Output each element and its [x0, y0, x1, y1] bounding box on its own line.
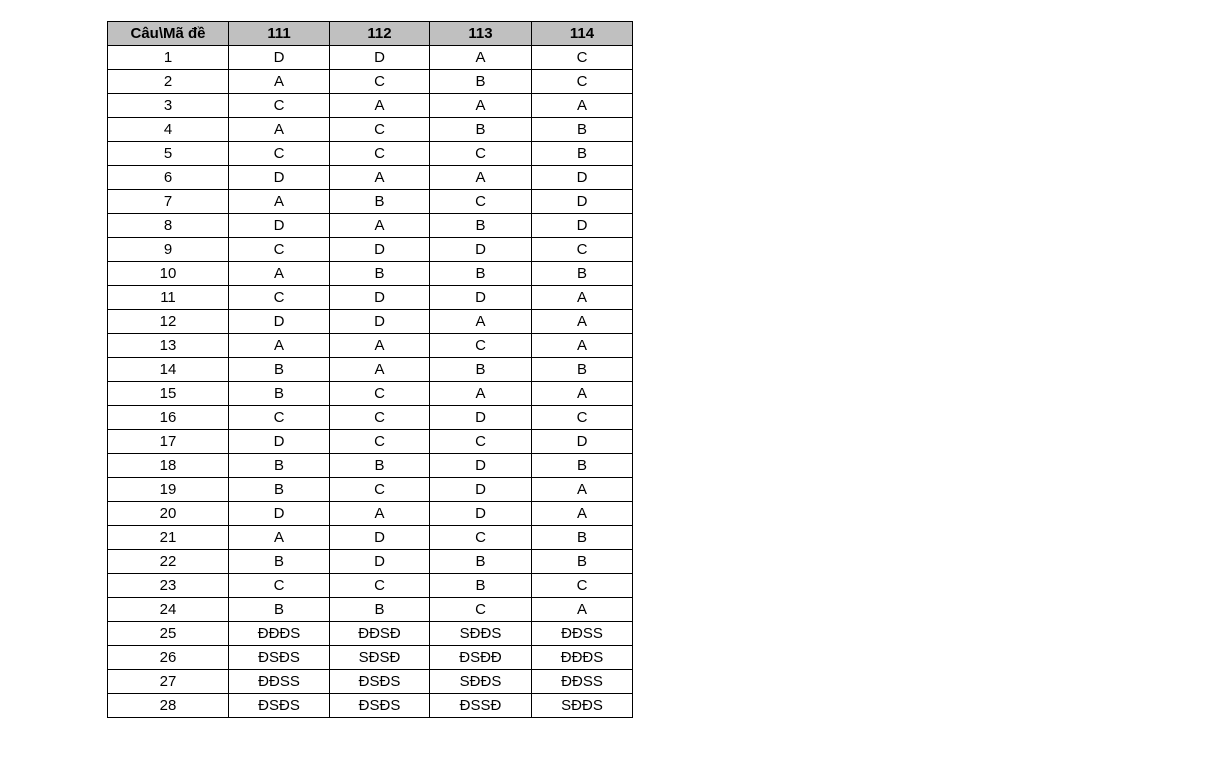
answer-cell-114: B — [532, 262, 633, 286]
answer-cell-112: A — [330, 334, 430, 358]
answer-cell-112: D — [330, 286, 430, 310]
answer-cell-114: D — [532, 430, 633, 454]
answer-cell-114: A — [532, 334, 633, 358]
table-row — [108, 46, 633, 70]
answer-cell-112: ĐSĐS — [330, 694, 430, 718]
answer-cell-113: D — [430, 454, 532, 478]
answer-cell-113: D — [430, 406, 532, 430]
answer-cell-113: D — [430, 502, 532, 526]
table-row — [108, 574, 633, 598]
answer-cell-111: ĐĐĐS — [229, 622, 330, 646]
answer-cell-113: B — [430, 214, 532, 238]
table-row — [108, 526, 633, 550]
answer-cell-113: B — [430, 550, 532, 574]
table-row — [108, 670, 633, 694]
answer-cell-111: D — [229, 46, 330, 70]
question-number-cell: 15 — [108, 382, 229, 406]
answer-cell-111: D — [229, 166, 330, 190]
answer-cell-113: B — [430, 118, 532, 142]
answer-cell-113: B — [430, 262, 532, 286]
question-number-cell: 25 — [108, 622, 229, 646]
answer-cell-114: A — [532, 310, 633, 334]
answer-cell-112: C — [330, 70, 430, 94]
answer-cell-112: D — [330, 46, 430, 70]
answer-cell-114: B — [532, 550, 633, 574]
answer-cell-113: SĐĐS — [430, 670, 532, 694]
answer-cell-114: SĐĐS — [532, 694, 633, 718]
answer-key-table — [107, 21, 633, 718]
answer-cell-114: D — [532, 166, 633, 190]
table-row — [108, 478, 633, 502]
answer-cell-113: C — [430, 526, 532, 550]
answer-cell-111: C — [229, 286, 330, 310]
answer-cell-113: A — [430, 46, 532, 70]
answer-cell-114: C — [532, 238, 633, 262]
answer-cell-111: C — [229, 574, 330, 598]
answer-cell-113: A — [430, 382, 532, 406]
answer-cell-112: B — [330, 454, 430, 478]
answer-cell-112: B — [330, 598, 430, 622]
answer-cell-113: C — [430, 190, 532, 214]
answer-cell-113: A — [430, 166, 532, 190]
answer-cell-112: C — [330, 478, 430, 502]
question-number-cell: 2 — [108, 70, 229, 94]
answer-cell-112: B — [330, 262, 430, 286]
answer-cell-112: C — [330, 382, 430, 406]
answer-cell-111: B — [229, 382, 330, 406]
answer-cell-112: D — [330, 550, 430, 574]
answer-cell-111: C — [229, 406, 330, 430]
table-row — [108, 646, 633, 670]
table-row — [108, 622, 633, 646]
table-row — [108, 358, 633, 382]
question-number-cell: 19 — [108, 478, 229, 502]
question-number-cell: 17 — [108, 430, 229, 454]
question-number-cell: 21 — [108, 526, 229, 550]
table-row — [108, 70, 633, 94]
answer-cell-111: B — [229, 478, 330, 502]
answer-cell-112: D — [330, 526, 430, 550]
answer-cell-112: SĐSĐ — [330, 646, 430, 670]
answer-cell-111: D — [229, 214, 330, 238]
answer-cell-111: B — [229, 358, 330, 382]
table-body — [108, 46, 633, 718]
answer-cell-112: D — [330, 238, 430, 262]
answer-cell-113: ĐSĐĐ — [430, 646, 532, 670]
answer-cell-114: D — [532, 214, 633, 238]
answer-cell-111: D — [229, 310, 330, 334]
question-number-cell: 24 — [108, 598, 229, 622]
header-code-113: 113 — [430, 22, 532, 46]
answer-cell-113: C — [430, 142, 532, 166]
answer-cell-111: D — [229, 502, 330, 526]
answer-cell-111: A — [229, 70, 330, 94]
answer-cell-112: B — [330, 190, 430, 214]
question-number-cell: 20 — [108, 502, 229, 526]
question-number-cell: 11 — [108, 286, 229, 310]
answer-cell-114: ĐĐSS — [532, 622, 633, 646]
answer-cell-112: C — [330, 574, 430, 598]
header-code-111: 111 — [229, 22, 330, 46]
answer-cell-112: D — [330, 310, 430, 334]
table-row — [108, 310, 633, 334]
answer-cell-111: C — [229, 238, 330, 262]
answer-cell-113: A — [430, 310, 532, 334]
answer-cell-112: C — [330, 406, 430, 430]
answer-cell-113: C — [430, 598, 532, 622]
header-code-112: 112 — [330, 22, 430, 46]
answer-cell-114: A — [532, 598, 633, 622]
answer-cell-113: D — [430, 238, 532, 262]
question-number-cell: 13 — [108, 334, 229, 358]
answer-cell-114: C — [532, 406, 633, 430]
answer-cell-113: B — [430, 574, 532, 598]
question-number-cell: 4 — [108, 118, 229, 142]
table-row — [108, 238, 633, 262]
table-row — [108, 190, 633, 214]
answer-cell-114: B — [532, 358, 633, 382]
answer-cell-111: ĐĐSS — [229, 670, 330, 694]
question-number-cell: 16 — [108, 406, 229, 430]
header-code-114: 114 — [532, 22, 633, 46]
answer-cell-114: B — [532, 142, 633, 166]
table-row — [108, 550, 633, 574]
answer-cell-112: A — [330, 358, 430, 382]
answer-cell-113: B — [430, 70, 532, 94]
answer-cell-114: B — [532, 118, 633, 142]
answer-cell-114: ĐĐĐS — [532, 646, 633, 670]
table-header-row — [108, 22, 633, 46]
answer-cell-113: C — [430, 334, 532, 358]
table-row — [108, 694, 633, 718]
answer-cell-111: A — [229, 262, 330, 286]
answer-cell-112: C — [330, 430, 430, 454]
question-number-cell: 12 — [108, 310, 229, 334]
answer-cell-112: A — [330, 214, 430, 238]
question-number-cell: 7 — [108, 190, 229, 214]
answer-cell-112: ĐSĐS — [330, 670, 430, 694]
question-number-cell: 3 — [108, 94, 229, 118]
table-row — [108, 382, 633, 406]
table-row — [108, 502, 633, 526]
table-row — [108, 166, 633, 190]
answer-cell-111: C — [229, 142, 330, 166]
answer-cell-113: A — [430, 94, 532, 118]
answer-cell-111: A — [229, 526, 330, 550]
answer-cell-113: D — [430, 286, 532, 310]
answer-cell-114: B — [532, 526, 633, 550]
answer-cell-114: C — [532, 70, 633, 94]
table-row — [108, 430, 633, 454]
table-row — [108, 142, 633, 166]
question-number-cell: 1 — [108, 46, 229, 70]
answer-cell-114: C — [532, 574, 633, 598]
answer-cell-111: A — [229, 190, 330, 214]
question-number-cell: 5 — [108, 142, 229, 166]
answer-cell-113: ĐSSĐ — [430, 694, 532, 718]
answer-cell-114: C — [532, 46, 633, 70]
answer-cell-112: C — [330, 118, 430, 142]
table-row — [108, 214, 633, 238]
question-number-cell: 23 — [108, 574, 229, 598]
answer-cell-114: D — [532, 190, 633, 214]
answer-cell-111: B — [229, 598, 330, 622]
question-number-cell: 8 — [108, 214, 229, 238]
answer-cell-112: C — [330, 142, 430, 166]
answer-cell-112: A — [330, 166, 430, 190]
question-number-cell: 28 — [108, 694, 229, 718]
answer-cell-114: A — [532, 478, 633, 502]
table-row — [108, 118, 633, 142]
answer-cell-111: A — [229, 334, 330, 358]
answer-cell-111: D — [229, 430, 330, 454]
answer-cell-114: A — [532, 382, 633, 406]
question-number-cell: 22 — [108, 550, 229, 574]
answer-cell-111: B — [229, 550, 330, 574]
answer-cell-111: ĐSĐS — [229, 694, 330, 718]
answer-cell-112: A — [330, 502, 430, 526]
table-row — [108, 334, 633, 358]
question-number-cell: 9 — [108, 238, 229, 262]
answer-cell-114: ĐĐSS — [532, 670, 633, 694]
answer-cell-113: C — [430, 430, 532, 454]
header-question-code: Câu\Mã đề — [108, 22, 229, 46]
table-row — [108, 406, 633, 430]
table-row — [108, 262, 633, 286]
question-number-cell: 14 — [108, 358, 229, 382]
answer-cell-111: A — [229, 118, 330, 142]
answer-cell-111: B — [229, 454, 330, 478]
answer-cell-112: A — [330, 94, 430, 118]
answer-cell-113: B — [430, 358, 532, 382]
table-row — [108, 94, 633, 118]
question-number-cell: 10 — [108, 262, 229, 286]
answer-cell-114: B — [532, 454, 633, 478]
answer-cell-112: ĐĐSĐ — [330, 622, 430, 646]
answer-cell-114: A — [532, 94, 633, 118]
answer-cell-113: D — [430, 478, 532, 502]
answer-cell-114: A — [532, 502, 633, 526]
table-row — [108, 286, 633, 310]
answer-cell-113: SĐĐS — [430, 622, 532, 646]
answer-cell-111: C — [229, 94, 330, 118]
answer-cell-114: A — [532, 286, 633, 310]
question-number-cell: 26 — [108, 646, 229, 670]
answer-cell-111: ĐSĐS — [229, 646, 330, 670]
question-number-cell: 6 — [108, 166, 229, 190]
question-number-cell: 27 — [108, 670, 229, 694]
table-row — [108, 598, 633, 622]
question-number-cell: 18 — [108, 454, 229, 478]
table-row — [108, 454, 633, 478]
